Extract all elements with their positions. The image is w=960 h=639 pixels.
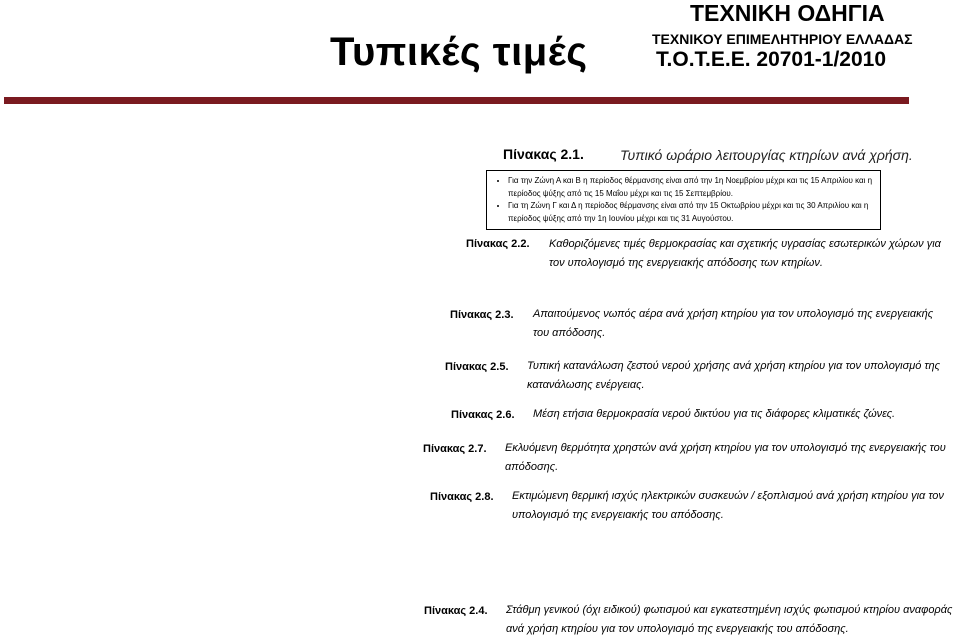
table-2-2-description: Καθοριζόμενες τιμές θερμοκρασίας και σχετικής υγρασίας εσωτερικών χώρων για τον υπολογισμό της ενεργειακής απόδοσης των κτηρίων. <box>549 238 941 269</box>
table-2-1-description: Τυπικό ωράριο λειτουργίας κτηρίων ανά χρήση. <box>620 147 913 163</box>
table-2-4-label: Πίνακας 2.4. <box>424 605 488 617</box>
table-2-4-description: Στάθμη γενικού (όχι ειδικού) φωτισμού και εγκατεστημένη ισχύς φωτισμού κτηρίου αναφοράς ανά χρήση κτηρίου για τον υπολογισμό της ενεργειακής του απόδοσης. <box>506 604 953 635</box>
header-guideline-title: ΤΕΧΝΙΚΗ ΟΔΗΓΙΑ <box>690 0 885 26</box>
heating-cooling-note-box <box>486 170 881 230</box>
table-2-1-label: Πίνακας 2.1. <box>503 146 584 162</box>
table-2-3-description: Απαιτούμενος νωπός αέρα ανά χρήση κτηρίου για τον υπολογισμό της ενεργειακής του απόδοσης. <box>533 308 934 339</box>
table-2-8-description: Εκτιμώμενη θερμική ισχύς ηλεκτρικών συσκευών / εξοπλισμού ανά χρήση κτηρίου για τον υπολογισμό της ενεργειακής του απόδοσης. <box>512 490 944 521</box>
table-2-8-label: Πίνακας 2.8. <box>430 491 494 503</box>
title-divider <box>4 97 909 104</box>
slide-title: Τυπικές τιμές <box>330 30 588 74</box>
table-2-6-description: Μέση ετήσια θερμοκρασία νερού δικτύου για τις διάφορες κλιματικές ζώνες. <box>533 408 896 420</box>
table-2-5-label: Πίνακας 2.5. <box>445 361 509 373</box>
table-2-5-description: Τυπική κατανάλωση ζεστού νερού χρήσης ανά χρήση κτηρίου για τον υπολογισμό της κατανάλωσης ενέργειας. <box>527 360 940 391</box>
note-zone-c-d: • Για τη Ζώνη Γ και Δ η περίοδος θέρμανσης είναι από την 15 Οκτωβρίου μέχρι και τις 30 Απριλίου και η περίοδος ψύξης από την 1η Ιουνίου μέχρι και τις 31 Αυγούστου. <box>508 200 876 225</box>
table-2-7-label: Πίνακας 2.7. <box>423 443 487 455</box>
header-document-code: Τ.Ο.Τ.Ε.Ε. 20701-1/2010 <box>656 48 887 71</box>
table-2-3-label: Πίνακας 2.3. <box>450 309 514 321</box>
header-organization: ΤΕΧΝΙΚΟΥ ΕΠΙΜΕΛΗΤΗΡΙΟΥ ΕΛΛΑΔΑΣ <box>652 31 913 47</box>
note-zone-a-b: • Για την Ζώνη Α και Β η περίοδος θέρμανσης είναι από την 1η Νοεμβρίου μέχρι και τις 15 Απριλίου και η περίοδος ψύξης από τις 15 Μαΐου μέχρι και τις 15 Σεπτεμβρίου. <box>508 175 876 200</box>
table-2-2-label: Πίνακας 2.2. <box>466 238 530 250</box>
table-2-6-label: Πίνακας 2.6. <box>451 409 515 421</box>
table-2-7-description: Εκλυόμενη θερμότητα χρηστών ανά χρήση κτηρίου για τον υπολογισμό της ενεργειακής του απόδοσης. <box>505 442 946 473</box>
